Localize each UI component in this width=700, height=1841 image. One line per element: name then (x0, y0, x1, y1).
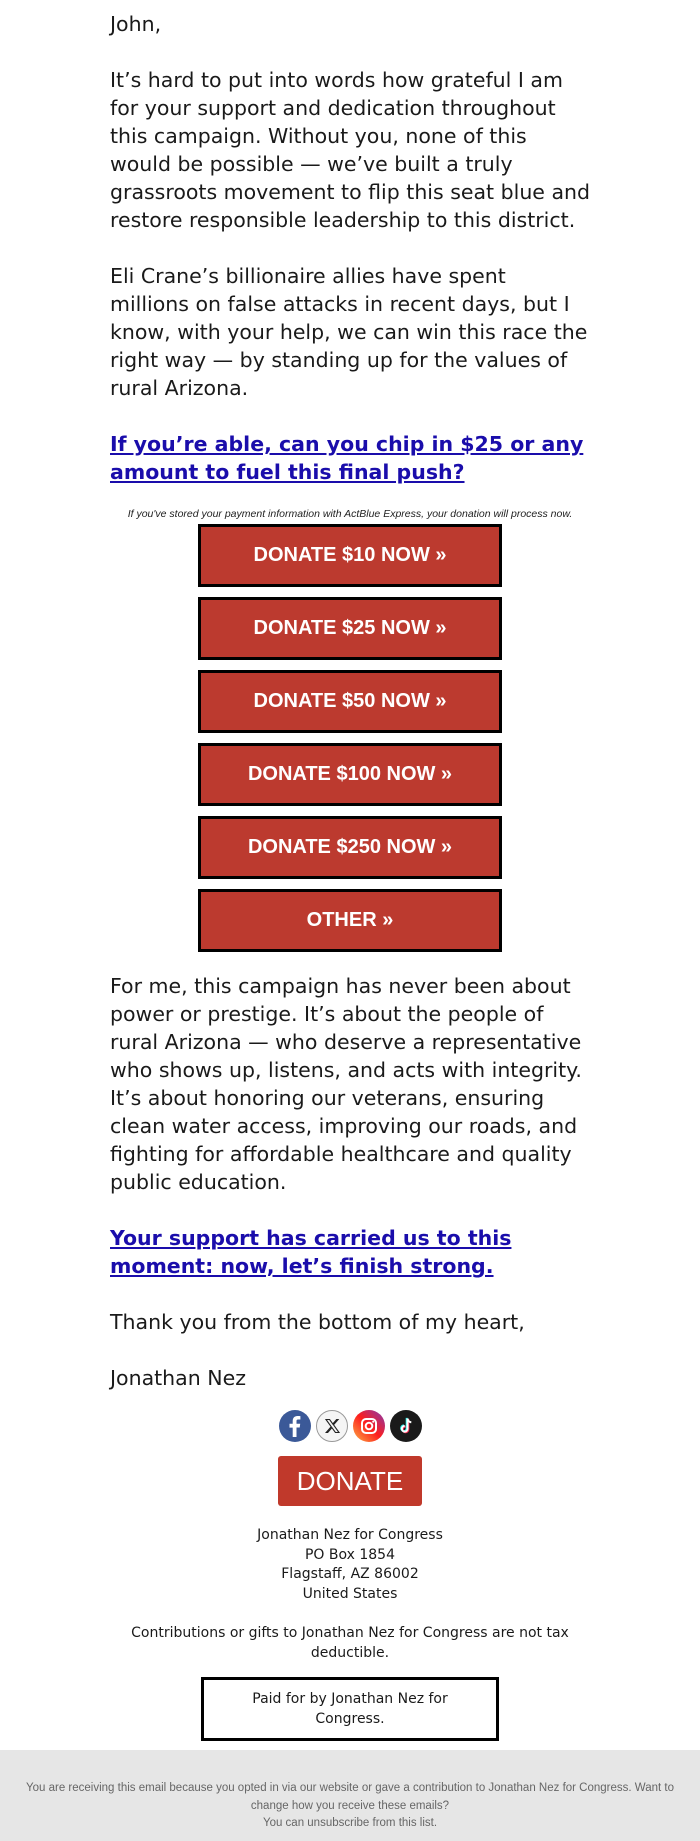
donate-other-button[interactable]: OTHER » (198, 889, 502, 952)
po-box: PO Box 1854 (304, 1546, 395, 1563)
paid-for-text: Paid for by Jonathan Nez for Congress. (252, 1691, 448, 1727)
unsubscribe-link[interactable]: You can unsubscribe from this list. (262, 1817, 438, 1829)
donate-250-button[interactable]: DONATE $250 NOW » (198, 816, 502, 879)
email-body (110, 0, 590, 1741)
donate-10-button[interactable]: DONATE $10 NOW » (198, 524, 502, 587)
body-paragraph: For me, this campaign has never been about power or prestige. It’s about the people of rural Arizona — who deserve a representative who shows up, listens, and acts with integrity. It’s about honoring our veterans, ensuring clean water access, improving our roads, and fighting for affordable healthcare and quality public education. (110, 974, 582, 1194)
org-name: Jonathan Nez for Congress (257, 1527, 443, 1543)
body-paragraph: It’s hard to put into words how grateful I am for your support and dedication throughout this campaign. Without you, none of this would be possible — we’ve built a truly grassroots movement to flip this seat blue and restore responsible leadership to this district. (110, 68, 591, 232)
donate-100-button[interactable]: DONATE $100 NOW » (198, 743, 502, 806)
signature: Jonathan Nez (110, 1366, 246, 1390)
actblue-note: If you've stored your payment information with ActBlue Express, your donation will process now. (127, 508, 573, 520)
instagram-icon[interactable] (353, 1410, 385, 1442)
donate-button-list (0, 524, 700, 952)
optin-text: You are receiving this email because you opted in via our website or gave a contribution to Jonathan Nez for Congress. Want to change how you receive these emails? (26, 1782, 674, 1812)
greeting: John, (110, 12, 162, 36)
social-links (0, 1410, 700, 1442)
finish-strong-link[interactable]: Your support has carried us to this moment: now, let’s finish strong. (110, 1226, 512, 1278)
chip-in-link[interactable]: If you’re able, can you chip in $25 or any amount to fuel this final push? (110, 432, 584, 484)
tiktok-icon[interactable] (390, 1410, 422, 1442)
email-footer-bar (0, 1750, 700, 1841)
paid-for-box (201, 1677, 499, 1741)
x-icon[interactable] (316, 1410, 348, 1442)
tax-disclaimer: Contributions or gifts to Jonathan Nez for Congress are not tax deductible. (131, 1625, 569, 1661)
facebook-icon[interactable] (279, 1410, 311, 1442)
footer-donate-button[interactable]: DONATE (278, 1456, 422, 1506)
city-state-zip: Flagstaff, AZ 86002 (281, 1566, 419, 1582)
closing-line: Thank you from the bottom of my heart, (110, 1310, 525, 1334)
donate-25-button[interactable]: DONATE $25 NOW » (198, 597, 502, 660)
donate-50-button[interactable]: DONATE $50 NOW » (198, 670, 502, 733)
body-paragraph: Eli Crane’s billionaire allies have spent millions on false attacks in recent days, but I know, with your help, we can win this race the right way — by standing up for the values of rural Arizona. (110, 264, 588, 400)
mailing-address (0, 1526, 700, 1604)
country: United States (302, 1585, 398, 1602)
